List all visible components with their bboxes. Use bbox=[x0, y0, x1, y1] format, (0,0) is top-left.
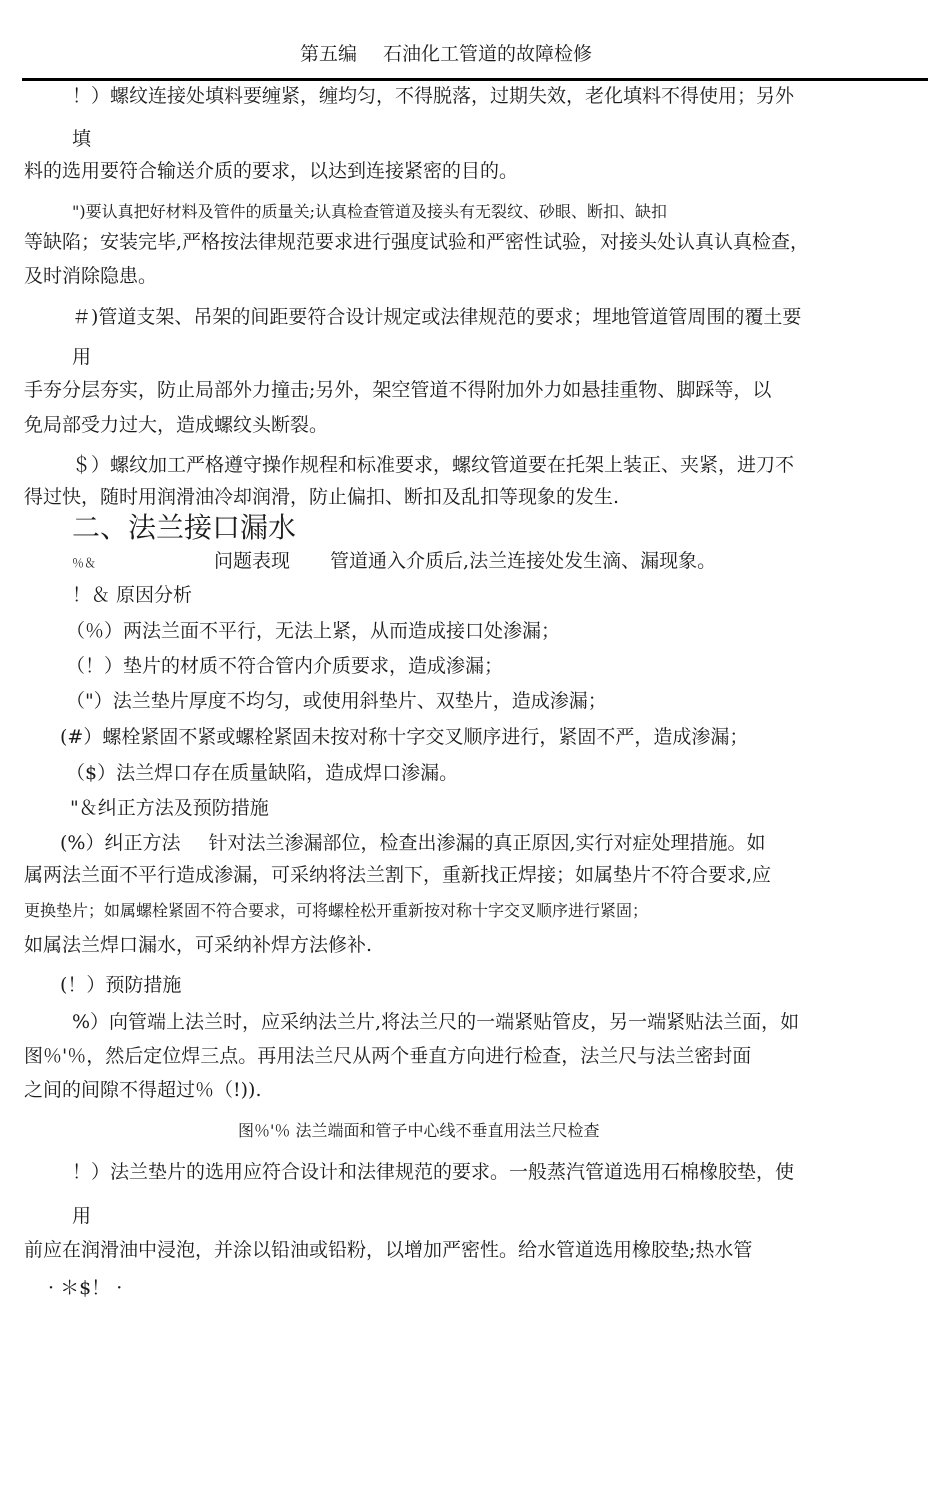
cause-item: （％）两法兰面不平行，无法上紧，从而造成接口处渗漏； bbox=[66, 620, 561, 642]
para-line: 属两法兰面不平行造成渗漏，可采纳将法兰割下，重新找正焊接；如属垫片不符合要求,应 bbox=[24, 864, 772, 886]
para-line: ！）螺纹连接处填料要缠紧，缠均匀，不得脱落，过期失效，老化填料不得使用；另外 bbox=[72, 85, 795, 107]
subsection-text: 管道通入介质后,法兰连接处发生滴、漏现象。 bbox=[330, 550, 717, 572]
header-part: 第五编 bbox=[300, 43, 358, 65]
fix-label: (%）纠正方法 bbox=[60, 832, 181, 854]
figure-caption: 图％'％ 法兰端面和管子中心线不垂直用法兰尺检查 bbox=[238, 1121, 600, 1140]
para-line: 及时消除隐患。 bbox=[24, 265, 158, 287]
running-header bbox=[300, 42, 592, 66]
cause-item: （！）垫片的材质不符合管内介质要求，造成渗漏； bbox=[66, 655, 504, 677]
para-line: ")要认真把好材料及管件的质量关;认真检查管道及接头有无裂纹、砂眼、断扣、缺扣 bbox=[72, 202, 667, 221]
subsection-number: ％＆ bbox=[72, 556, 97, 570]
header-title: 石油化工管道的故障检修 bbox=[383, 43, 593, 65]
para-line: 前应在润滑油中浸泡，并涂以铅油或铅粉，以增加严密性。给水管道选用橡胶垫;热水管 bbox=[24, 1239, 753, 1261]
para-line: 之间的间隙不得超过％（!)). bbox=[24, 1079, 262, 1101]
para-line: %）向管端上法兰时，应采纳法兰片,将法兰尺的一端紧贴管皮，另一端紧贴法兰面，如 bbox=[72, 1011, 800, 1033]
para-line: 等缺陷；安装完毕,严格按法律规范要求进行强度试验和严密性试验，对接头处认真认真检查， bbox=[24, 231, 810, 253]
section-heading: 二、法兰接口漏水 bbox=[72, 511, 297, 544]
subsection-heading: "＆纠正方法及预防措施 bbox=[70, 797, 269, 819]
para-line: ！）法兰垫片的选用应符合设计和法律规范的要求。一般蒸汽管道选用石棉橡胶垫，使 bbox=[72, 1161, 795, 1183]
para-line: 料的选用要符合输送介质的要求，以达到连接紧密的目的。 bbox=[24, 160, 519, 182]
para-line bbox=[60, 831, 766, 855]
para-line: 更换垫片；如属螺栓紧固不符合要求，可将螺栓松开重新按对称十字交叉顺序进行紧固； bbox=[24, 901, 649, 920]
subsection-label: 问题表现 bbox=[214, 550, 291, 572]
page-number: · ＊$！ · bbox=[48, 1277, 123, 1299]
cause-item: (#）螺栓紧固不紧或螺栓紧固未按对称十字交叉顺序进行，紧固不严，造成渗漏； bbox=[60, 726, 749, 748]
fix-text: 针对法兰渗漏部位，检查出渗漏的真正原因,实行对症处理措施。如 bbox=[208, 832, 766, 854]
para-line: 手夯分层夯实，防止局部外力撞击;另外，架空管道不得附加外力如悬挂重物、脚踩等，以 bbox=[24, 379, 772, 401]
header-rule bbox=[22, 78, 928, 81]
para-line: 填 bbox=[72, 128, 92, 150]
para-line: 免局部受力过大，造成螺纹头断裂。 bbox=[24, 414, 329, 436]
subsection-heading: (！）预防措施 bbox=[60, 974, 182, 996]
subsection-problem bbox=[72, 549, 716, 575]
para-line: ＃)管道支架、吊架的间距要符合设计规定或法律规范的要求；埋地管道管周围的覆土要 bbox=[72, 306, 802, 328]
para-line: 用 bbox=[72, 346, 92, 368]
para-line: ＄）螺纹加工严格遵守操作规程和标准要求，螺纹管道要在托架上装正、夹紧，进刀不 bbox=[72, 454, 795, 476]
cause-item: （$）法兰焊口存在质量缺陷，造成焊口渗漏。 bbox=[66, 762, 459, 784]
cause-item: （"）法兰垫片厚度不均匀，或使用斜垫片、双垫片，造成渗漏； bbox=[66, 690, 607, 712]
subsection-heading: ！＆ 原因分析 bbox=[72, 584, 193, 606]
para-line: 图％'％，然后定位焊三点。再用法兰尺从两个垂直方向进行检查，法兰尺与法兰密封面 bbox=[24, 1045, 752, 1067]
para-line: 用 bbox=[72, 1205, 92, 1227]
para-line: 得过快，随时用润滑油冷却润滑，防止偏扣、断扣及乱扣等现象的发生. bbox=[24, 486, 620, 508]
para-line: 如属法兰焊口漏水，可采纳补焊方法修补. bbox=[24, 934, 373, 956]
